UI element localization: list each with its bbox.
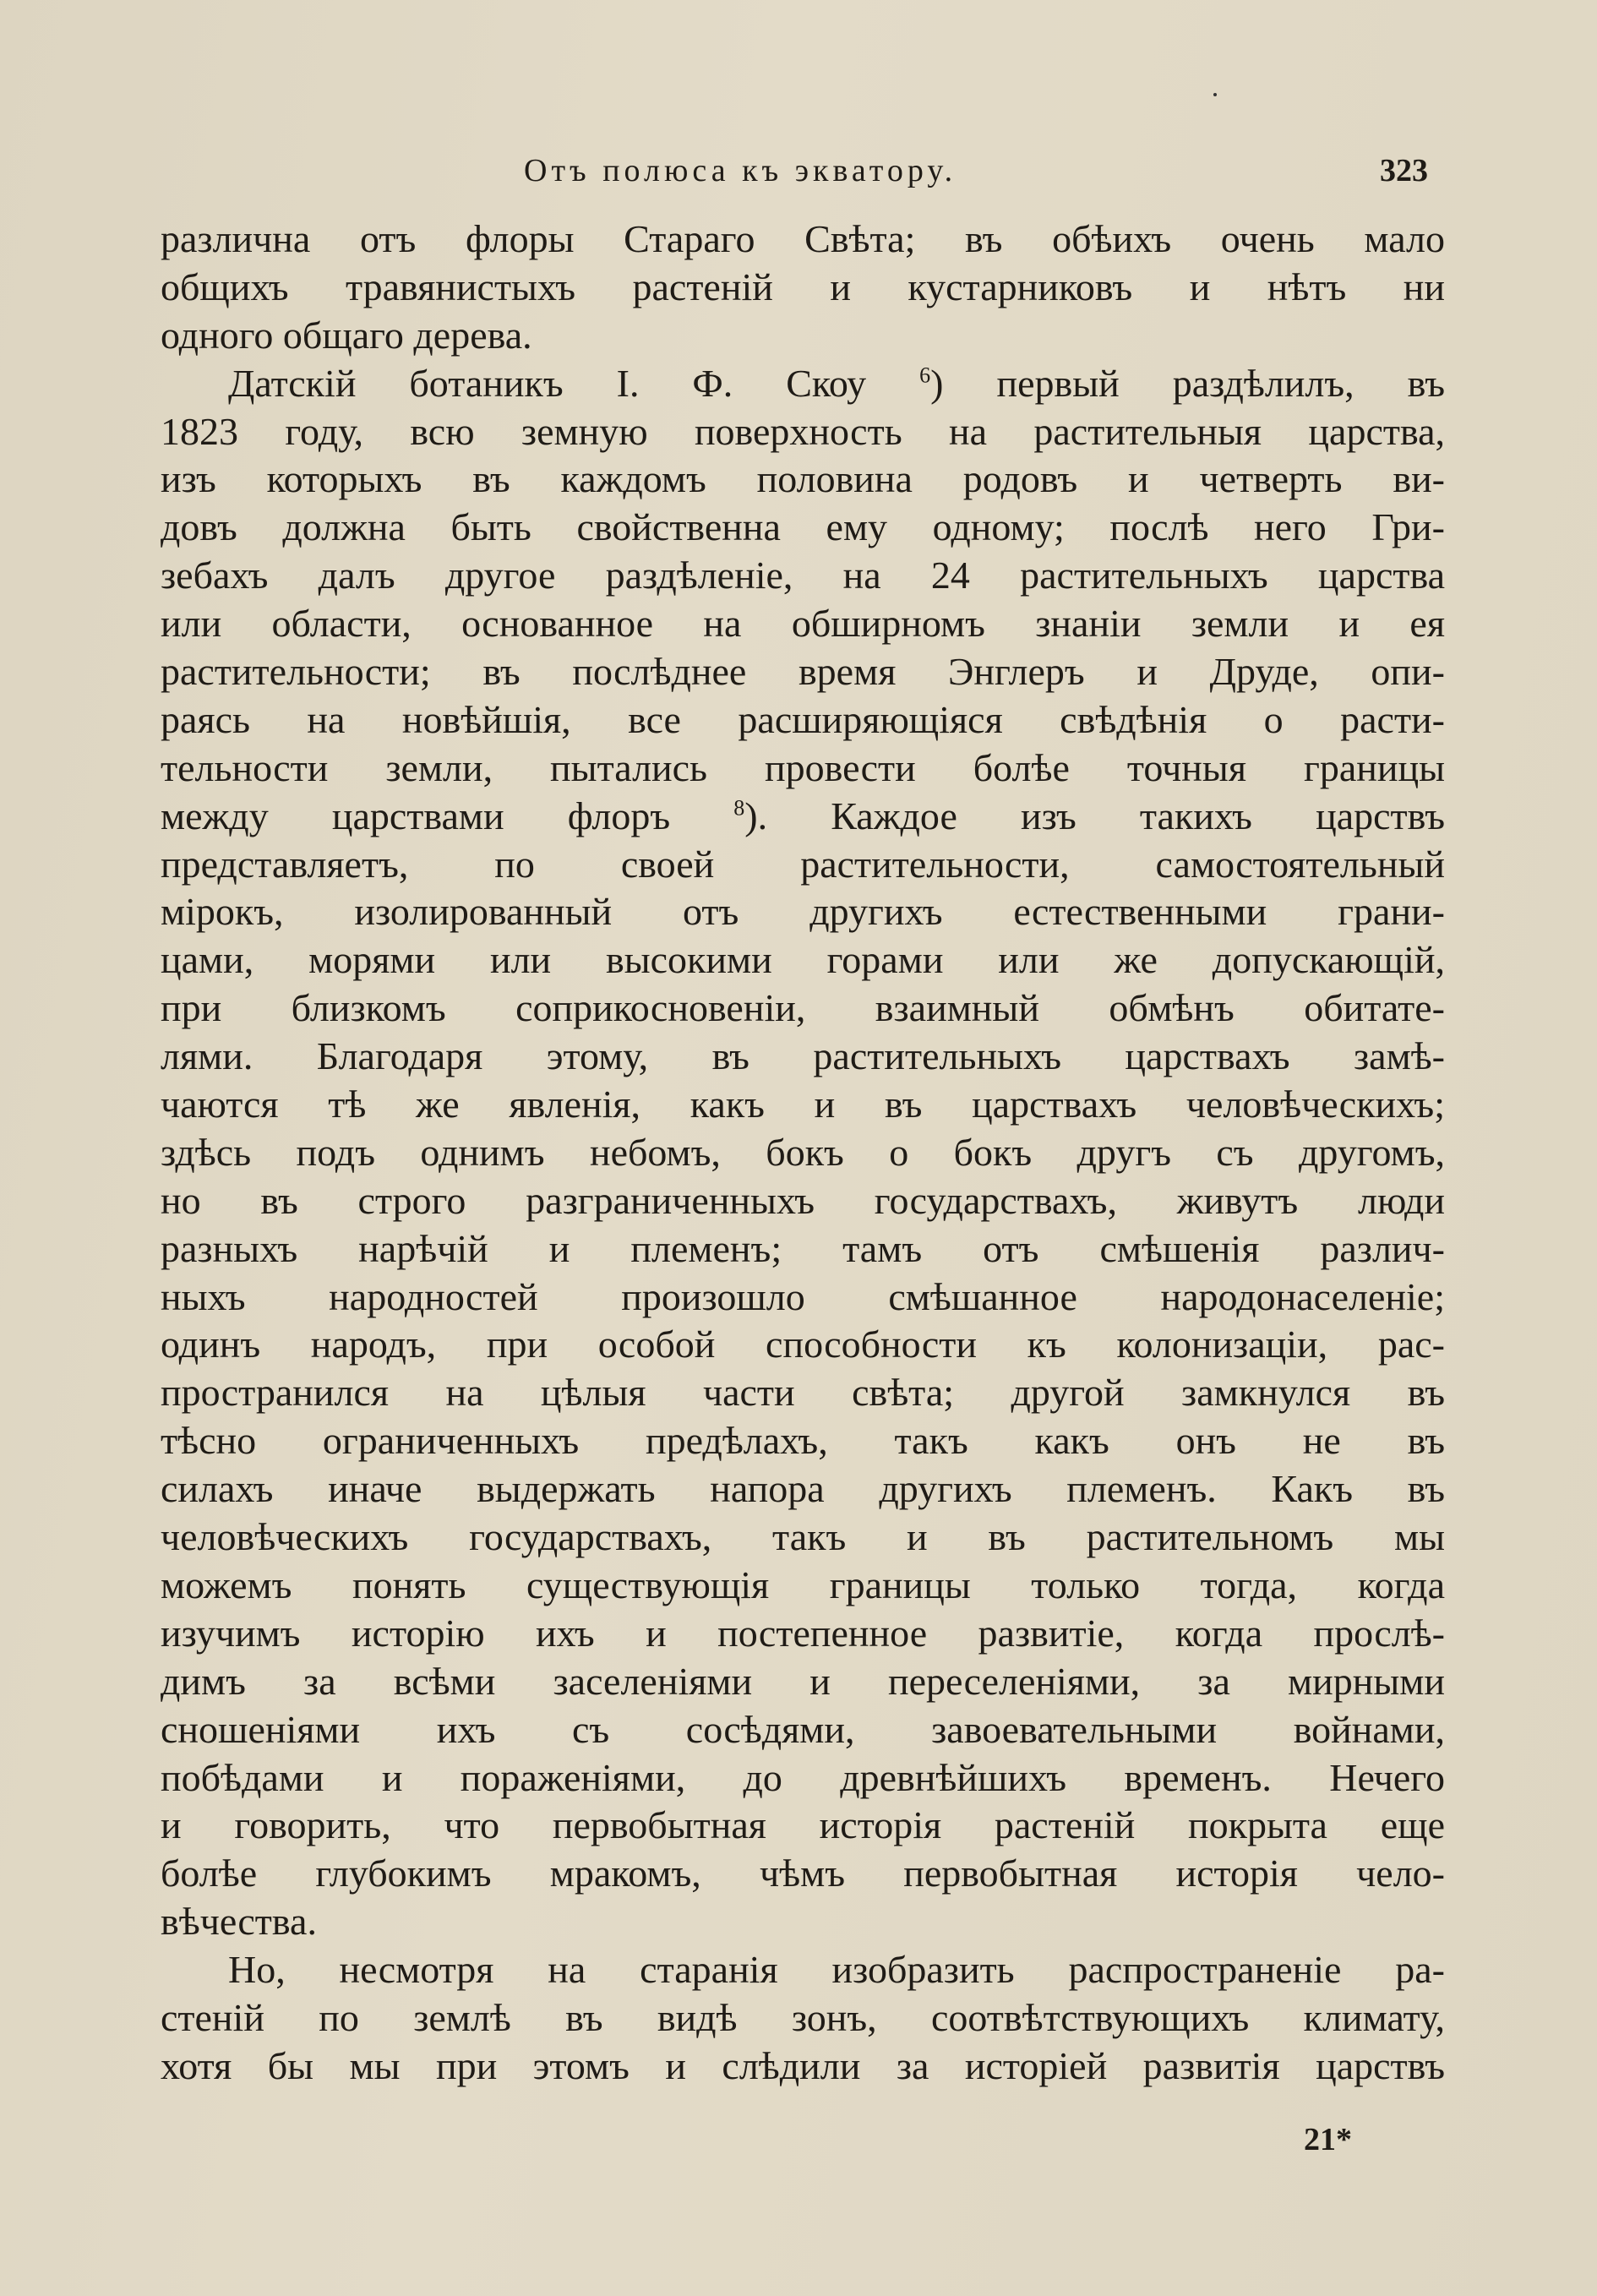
text-line: растительности; въ послѣднее время Энглеръ и Друде, опи- [161,650,1445,694]
text-line: раясь на новѣйшія, все расширяющіяся свѣдѣнія о расти- [161,697,1445,741]
text-line: мірокъ, изолированный отъ другихъ естественными грани- [161,890,1445,934]
text-line: представляетъ, по своей растительности, самостоятельный [161,842,1445,886]
text-line: хотя бы мы при этомъ и слѣдили за исторіей развитія царствъ [161,2043,1445,2087]
text-line: побѣдами и пораженіями, до древнѣйшихъ временъ. Нечего [161,1755,1445,1799]
text-line: димъ за всѣми заселеніями и переселеніями, за мирными [161,1659,1445,1703]
text-fragment: ). Каждое изъ такихъ царствъ [744,794,1445,837]
text-line: 1823 году, всю земную поверхность на растительныя царства, [161,409,1445,453]
text-line: стеній по землѣ въ видѣ зонъ, соотвѣтствующихъ климату, [161,1995,1445,2039]
text-fragment: ) первый раздѣлилъ, въ [930,361,1445,405]
text-line: одного общаго дерева. [161,313,532,357]
text-line: чаются тѣ же явленія, какъ и въ царствахъ человѣческихъ; [161,1083,1445,1126]
text-fragment: Датскій ботаникъ І. Ф. Скоу [228,361,867,405]
text-line: ныхъ народностей произошло смѣшанное народонаселеніе; [161,1274,1445,1318]
text-line: но въ строго разграниченныхъ государствахъ, живутъ люди [161,1178,1445,1222]
text-line: можемъ понять существующія границы только тогда, когда [161,1562,1445,1606]
text-line [161,360,1445,408]
text-fragment: между царствами флоръ [161,794,671,837]
signature-mark: 21* [1304,2122,1352,2157]
text-line: тельности земли, пытались провести болѣе точныя границы [161,745,1445,789]
text-line: разныхъ нарѣчій и племенъ; тамъ отъ смѣшенія различ- [161,1226,1445,1270]
text-line: вѣчества. [161,1900,317,1944]
page-number: 323 [1380,153,1428,188]
text-line: цами, морями или высокими горами или же допускающій, [161,938,1445,982]
text-line: различна отъ флоры Стараго Свѣта; въ обѣихъ очень мало [161,217,1445,260]
text-line: Но, несмотря на старанія изобразить распространеніе ра- [228,1948,1445,1992]
text-line: тѣсно ограниченныхъ предѣлахъ, такъ какъ онъ не въ [161,1419,1445,1463]
text-line: силахъ иначе выдержать напора другихъ племенъ. Какъ въ [161,1467,1445,1511]
body-text [161,215,1445,2091]
text-line: зебахъ далъ другое раздѣленіе, на 24 растительныхъ царства [161,554,1445,597]
text-line: человѣческихъ государствахъ, такъ и въ растительномъ мы [161,1515,1445,1559]
text-line: лями. Благодаря этому, въ растительныхъ царствахъ замѣ- [161,1034,1445,1078]
text-line: одинъ народъ, при особой способности къ колонизаціи, рас- [161,1323,1445,1366]
text-line: пространился на цѣлыя части свѣта; другой замкнулся въ [161,1371,1445,1415]
page-header [161,152,1428,203]
footnote-ref: 8 [733,795,745,821]
text-line: общихъ травянистыхъ растеній и кустарниковъ и нѣтъ ни [161,265,1445,308]
text-line [161,793,1445,841]
text-line: и говорить, что первобытная исторія растеній покрыта еще [161,1803,1445,1847]
text-line: изъ которыхъ въ каждомъ половина родовъ и четверть ви- [161,457,1445,501]
text-line: сношеніями ихъ съ сосѣдями, завоевательными войнами, [161,1707,1445,1751]
running-title: Отъ полюса къ экватору. [524,153,957,188]
text-line: здѣсь подъ однимъ небомъ, бокъ о бокъ другъ съ другомъ, [161,1130,1445,1174]
footnote-ref: 6 [919,363,931,388]
text-line: болѣе глубокимъ мракомъ, чѣмъ первобытная исторія чело- [161,1852,1445,1895]
text-line: довъ должна быть свойственна ему одному; послѣ него Гри- [161,505,1445,549]
text-line: изучимъ исторію ихъ и постепенное развитіе, когда прослѣ- [161,1611,1445,1655]
print-speck [1213,93,1217,96]
text-line: при близкомъ соприкосновеніи, взаимный обмѣнъ обитате- [161,986,1445,1030]
text-line: или области, основанное на обширномъ знаніи земли и ея [161,602,1445,646]
